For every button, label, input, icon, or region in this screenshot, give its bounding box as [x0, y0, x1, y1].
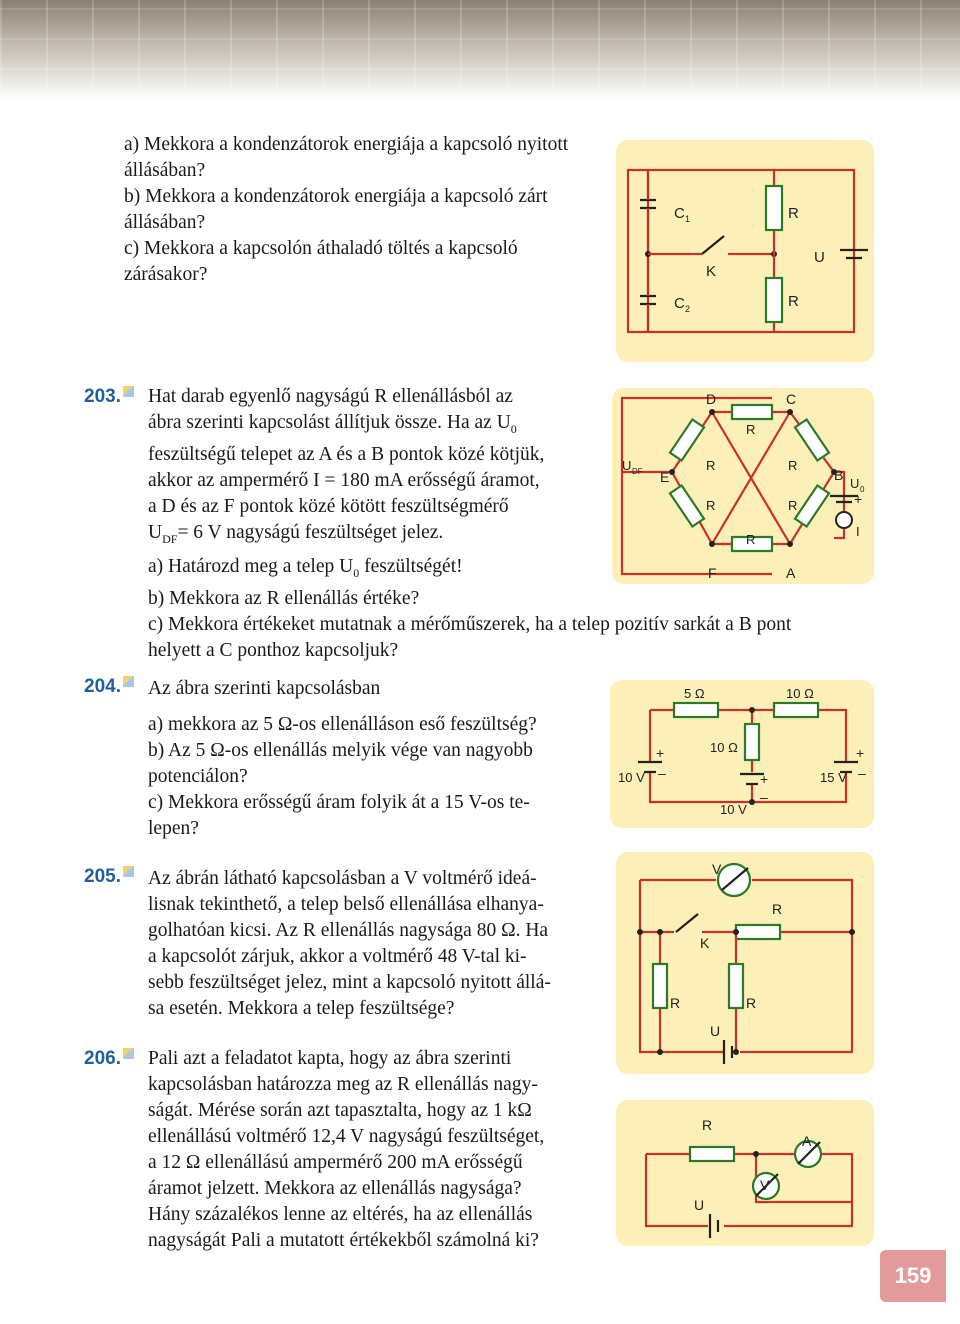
- circuit-3-diagram: [610, 680, 874, 828]
- p203-line-4: akkor az ampermérő I = 180 mA erősségű áramot,: [148, 469, 540, 491]
- intro-questions: [124, 132, 594, 288]
- p206-line-2: kapcsolásban határozza meg az R ellenállás nagy-: [148, 1074, 538, 1095]
- right-minus: –: [858, 765, 866, 781]
- p204-question-c-2: lepen?: [148, 818, 199, 839]
- battery-10v-left-label: 10 V: [618, 770, 645, 785]
- node-f-label: F: [708, 565, 717, 581]
- p206-line-5: a 12 Ω ellenállású ampermérő 200 mA erősségű: [148, 1152, 523, 1173]
- resistor-middle-label: R: [746, 995, 757, 1011]
- p206-line-7: Hány százalékos lenne az eltérés, ha az ellenállás: [148, 1204, 533, 1225]
- p205-line-5: sebb feszültséget jelez, mint a kapcsoló nyitott állá-: [148, 972, 551, 993]
- circuit-2-diagram: [612, 388, 874, 584]
- c1-label: C: [674, 205, 685, 222]
- middle-minus: –: [760, 789, 768, 805]
- resistor-r2-label: R: [788, 293, 799, 310]
- node-a-label: A: [786, 565, 796, 581]
- p205-line-4: a kapcsolót zárjuk, akkor a voltmérő 48 V-tal ki-: [148, 946, 527, 967]
- resistor-5ohm-label: 5 Ω: [684, 686, 705, 701]
- battery-u-label: U: [694, 1197, 705, 1213]
- u0-label: U: [850, 476, 860, 491]
- c1-subscript: 1: [685, 214, 691, 224]
- u0-subscript: 0: [860, 485, 865, 494]
- node-d-label: D: [706, 391, 717, 407]
- switch-k-label: K: [706, 263, 717, 280]
- p203-line-5: a D és az F pontok közé kötött feszültségmérő: [148, 495, 509, 517]
- resistor-lr-label: R: [788, 498, 798, 513]
- battery-u-label: U: [710, 1023, 721, 1039]
- intro-question-c: c) Mekkora a kapcsolón áthaladó töltés a kapcsoló zárásakor?: [124, 238, 518, 285]
- p205-line-6: sa esetén. Mekkora a telep feszültsége?: [148, 998, 455, 1019]
- voltage-u-label: U: [814, 249, 825, 266]
- circuit-1-diagram: [616, 140, 874, 362]
- p206-line-1: Pali azt a feladatot kapta, hogy az ábra szerinti: [148, 1048, 512, 1069]
- p204-question-c-1: c) Mekkora erősségű áram folyik át a 15 V-os te-: [148, 792, 530, 813]
- resistor-top-label: R: [746, 422, 756, 437]
- ammeter-a-label: A: [802, 1133, 812, 1149]
- resistor-r1-label: R: [788, 205, 799, 222]
- problem-205-number: 205.: [84, 866, 134, 888]
- c2-subscript: 2: [685, 304, 691, 314]
- p204-question-b-2: potenciálon?: [148, 766, 248, 787]
- node-b-label: B: [834, 467, 844, 483]
- circuit-5-panel: [616, 1100, 874, 1246]
- problem-204-text: [148, 676, 598, 842]
- voltmeter-v-label: V: [760, 1177, 770, 1193]
- p206-line-8: nagyságát Pali a mutatott értékekből számolná ki?: [148, 1230, 539, 1251]
- switch-k-label: K: [700, 935, 710, 951]
- circuit-1-panel: [616, 140, 874, 362]
- p203-line-6: $U_{DF}= 6$ V nagyságú feszültséget jelez.: [148, 521, 444, 546]
- voltmeter-v-label: V: [712, 861, 722, 877]
- circuit-2-panel: [612, 388, 874, 584]
- resistor-left-label: R: [670, 995, 681, 1011]
- p203-line-2: ábra szerinti kapcsolást állítjuk össze. Ha az $U_0$: [148, 412, 517, 436]
- resistor-ul-label: R: [706, 458, 716, 473]
- current-i-label: I: [856, 524, 860, 539]
- left-plus: +: [656, 745, 665, 761]
- p204-intro: Az ábra szerinti kapcsolásban: [148, 678, 381, 699]
- p205-line-3: golhatóan kicsi. Az R ellenállás nagysága 80 Ω. Ha: [148, 920, 549, 941]
- resistor-10ohm-top-label: 10 Ω: [786, 686, 814, 701]
- p204-question-a: a) mekkora az 5 Ω-os ellenálláson eső feszültség?: [148, 714, 537, 735]
- circuit-4-panel: [616, 852, 874, 1074]
- udf-label: U: [622, 458, 632, 473]
- header-photo-band: [0, 0, 960, 100]
- circuit-5-diagram: [616, 1100, 874, 1246]
- circuit-3-panel: [610, 680, 874, 828]
- right-plus: +: [856, 745, 865, 761]
- resistor-ll-label: R: [706, 498, 716, 513]
- problem-205-text: [148, 866, 588, 1022]
- c2-label: C: [674, 295, 685, 312]
- resistor-r-label: R: [702, 1117, 713, 1133]
- left-minus: –: [658, 765, 666, 781]
- udf-subscript: DF: [632, 467, 643, 476]
- problem-204-number: 204.: [84, 676, 134, 698]
- resistor-ur-label: R: [788, 458, 798, 473]
- battery-10v-middle-label: 10 V: [720, 802, 747, 817]
- battery-15v-label: 15 V: [820, 770, 847, 785]
- problem-206-number: 206.: [84, 1048, 134, 1070]
- p203-line-3: feszültségű telepet az A és a B pontok közé kötjük,: [148, 443, 545, 465]
- battery-plus-label: +: [854, 491, 863, 507]
- p203-question-c-2: helyett a C ponthoz kapcsoljuk?: [148, 639, 399, 661]
- p205-line-2: lisnak tekinthető, a telep belső ellenállása elhanya-: [148, 894, 544, 915]
- p205-line-1: Az ábrán látható kapcsolásban a V voltmérő ideá-: [148, 868, 537, 889]
- p206-line-3: ságát. Mérése során azt tapasztalta, hogy az 1 kΩ: [148, 1100, 532, 1121]
- node-c-label: C: [786, 391, 797, 407]
- problem-203-number: 203.: [84, 386, 134, 408]
- p203-question-a: a) Határozd meg a telep $U_0$ feszültségét!: [148, 556, 463, 580]
- p204-question-b-1: b) Az 5 Ω-os ellenállás melyik vége van nagyobb: [148, 740, 533, 761]
- intro-question-b: b) Mekkora a kondenzátorok energiája a kapcsoló zárt állásában?: [124, 186, 548, 233]
- page-number: 159: [880, 1250, 946, 1302]
- resistor-top-label: R: [772, 901, 783, 917]
- resistor-10ohm-middle-label: 10 Ω: [710, 740, 738, 755]
- problem-203-text: [148, 384, 588, 552]
- resistor-bottom-label: R: [746, 532, 756, 547]
- p203-question-b: b) Mekkora az R ellenállás értéke?: [148, 587, 420, 609]
- p203-question-c-1: c) Mekkora értékeket mutatnak a mérőműszerek, ha a telep pozitív sarkát a B pont: [148, 613, 792, 635]
- circuit-4-diagram: [616, 852, 874, 1074]
- p206-line-6: áramot jelzett. Mekkora az ellenállás nagysága?: [148, 1178, 522, 1199]
- p206-line-4: ellenállású voltmérő 12,4 V nagyságú feszültséget,: [148, 1126, 545, 1147]
- intro-question-a: a) Mekkora a kondenzátorok energiája a kapcsoló nyitott állásában?: [124, 134, 569, 181]
- problem-206-text: [148, 1046, 588, 1254]
- p203-line-1: Hat darab egyenlő nagyságú R ellenállásból az: [148, 386, 513, 407]
- node-e-label: E: [660, 469, 670, 485]
- middle-plus: +: [760, 771, 769, 787]
